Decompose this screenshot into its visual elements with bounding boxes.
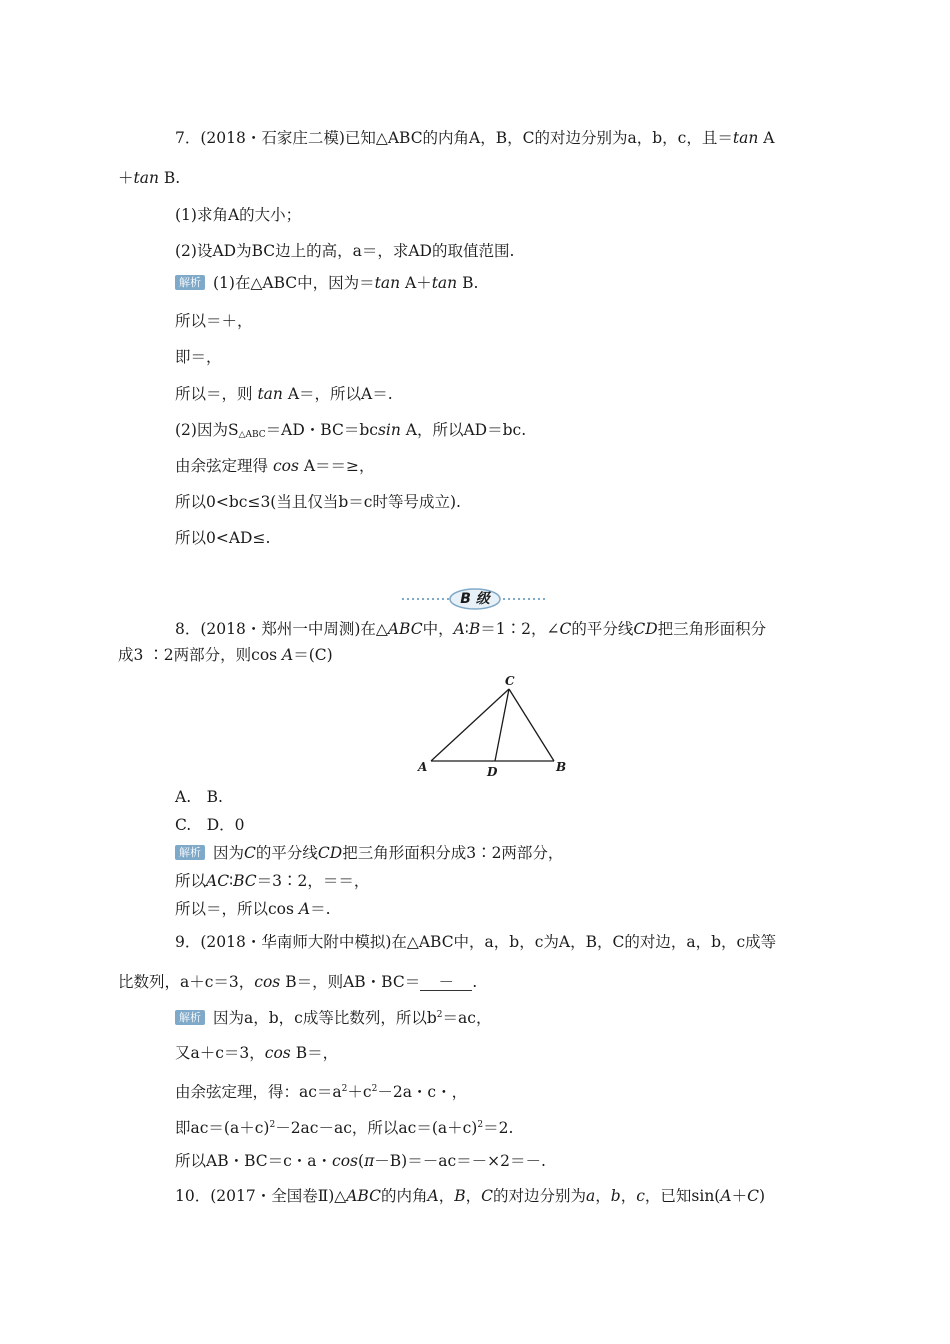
text: 2 — [371, 1084, 378, 1094]
problem-9-stem-line-2 — [118, 972, 477, 992]
text: 所以AB・BC＝c・a・ — [175, 1152, 333, 1170]
problem-7-solution-line-7: 所以0<bc≤3(当且仅当b＝c时等号成立). — [175, 493, 461, 511]
text: 2 — [341, 1084, 348, 1094]
text: 所以＝，所以cos — [175, 900, 299, 918]
text: 的平分线 — [571, 620, 634, 638]
problem-7-solution-line-5 — [175, 420, 526, 445]
text: ＝ac， — [442, 1009, 492, 1027]
problem-7-solution-line-3: 即＝， — [175, 348, 222, 366]
text: tan — [374, 274, 401, 292]
text: ，已知sin( — [644, 1187, 721, 1205]
text: . — [472, 973, 478, 991]
text: 2 — [269, 1120, 276, 1130]
text: ABC — [346, 1187, 381, 1205]
text: sin — [377, 421, 401, 439]
text: CD — [317, 844, 343, 862]
problem-7-stem-line-2 — [118, 168, 180, 188]
problem-7-solution-line-6 — [175, 456, 375, 476]
text: ABC — [387, 620, 423, 638]
level-b-banner — [400, 588, 550, 610]
text: 2 — [436, 1010, 443, 1020]
text: C — [244, 844, 256, 862]
text: 由余弦定理，得：ac＝a — [175, 1083, 342, 1101]
text: A — [427, 1187, 439, 1205]
text: ， — [438, 1187, 455, 1205]
text: ∶ — [229, 872, 234, 890]
text: tan — [431, 274, 458, 292]
text: C — [559, 620, 572, 638]
text: B — [454, 1187, 466, 1205]
text: ∶ — [464, 620, 469, 638]
text: B — [468, 620, 481, 638]
text: A，所以AD＝bc. — [400, 421, 527, 439]
text: 把三角形面积分成3∶2两部分， — [342, 844, 564, 862]
text: C — [481, 1187, 493, 1205]
text: B. — [158, 169, 181, 187]
text: －B)＝－ac＝－×2＝－. — [374, 1152, 546, 1170]
vertex-label-A: A — [418, 760, 428, 774]
problem-7-solution-line-4 — [175, 384, 393, 404]
problem-9-solution-line-5 — [175, 1151, 546, 1171]
text: (2)因为S — [175, 421, 239, 439]
text: ( — [358, 1152, 365, 1170]
text: CD — [633, 620, 658, 638]
problem-7-question-2: (2)设AD为BC边上的高，a＝，求AD的取值范围. — [175, 242, 515, 260]
text: (1)在△ABC中，因为＝ — [213, 274, 375, 292]
analysis-tag: 解析 — [175, 275, 205, 290]
problem-7-solution-line-1 — [175, 273, 478, 293]
triangle-figure — [410, 672, 580, 782]
text: cos — [264, 1044, 291, 1062]
text: AC — [206, 872, 230, 890]
problem-7-stem-line-1 — [175, 128, 774, 148]
text: 由余弦定理得 — [175, 457, 273, 475]
text: ＝(C) — [293, 646, 333, 664]
text: ＋ — [118, 169, 134, 187]
problem-10-stem-line-1 — [175, 1186, 765, 1206]
problem-8-solution-line-2 — [175, 871, 369, 891]
text: ＝3∶2，＝＝， — [256, 872, 370, 890]
text: ＝1∶2，∠ — [480, 620, 560, 638]
vertex-label-D: D — [487, 765, 498, 779]
text: π — [364, 1152, 375, 1170]
text: B＝，则AB・BC＝ — [280, 973, 421, 991]
problem-8-stem-line-1 — [175, 619, 766, 639]
text: A — [720, 1187, 732, 1205]
text: cos — [254, 973, 281, 991]
text: 成3 ∶2两部分，则cos — [118, 646, 283, 664]
text: ＝AD・BC＝bc — [265, 421, 378, 439]
problem-8-solution-line-3 — [175, 899, 331, 919]
problem-8-options-cd: C. D．0 — [175, 816, 245, 834]
text: 又a＋c＝3， — [175, 1044, 265, 1062]
problem-9-solution-line-2 — [175, 1043, 338, 1063]
text: C — [747, 1187, 759, 1205]
problem-7-solution-line-2: 所以＝＋， — [175, 312, 253, 330]
answer-blank: － — [420, 974, 472, 991]
text: ， — [465, 1187, 482, 1205]
text: 所以＝，则 — [175, 385, 258, 403]
problem-9-solution-line-3 — [175, 1079, 467, 1102]
text: 8．(2018・郑州一中周测)在△ — [175, 620, 388, 638]
text: A — [298, 900, 311, 918]
problem-9-stem-line-1: 9．(2018・华南师大附中模拟)在△ABC中，a，b，c为A，B，C的对边，a，b，c成等 — [175, 933, 777, 951]
text: 中， — [422, 620, 454, 638]
problem-8-stem-line-2 — [118, 645, 333, 665]
text: ， — [620, 1187, 637, 1205]
text: ＋ — [731, 1187, 748, 1205]
text: A＋ — [400, 274, 432, 292]
text: －2ac－ac，所以ac＝(a＋c) — [275, 1119, 478, 1137]
text: 因为a，b，c成等比数列，所以b — [213, 1009, 437, 1027]
problem-7-question-1: (1)求角A的大小； — [175, 206, 302, 224]
text: ＝2. — [483, 1119, 514, 1137]
text: b — [610, 1187, 621, 1205]
text: 把三角形面积分 — [657, 620, 767, 638]
text: BC — [233, 872, 257, 890]
text: tan — [133, 169, 159, 187]
level-banner-label: B 级 — [460, 591, 490, 607]
text: a — [586, 1187, 596, 1205]
text: ) — [758, 1187, 766, 1205]
analysis-tag: 解析 — [175, 1010, 205, 1025]
text: A＝，所以A＝. — [282, 385, 393, 403]
problem-9-solution-line-4 — [175, 1115, 513, 1138]
vertex-label-B: B — [556, 760, 567, 774]
text: 的对边分别为 — [492, 1187, 586, 1205]
text: ＋c — [347, 1083, 372, 1101]
text: A — [453, 620, 465, 638]
text: B. — [457, 274, 479, 292]
text: 即ac＝(a＋c) — [175, 1119, 270, 1137]
text: 的内角 — [380, 1187, 428, 1205]
text: 的平分线 — [255, 844, 318, 862]
side-BC — [509, 689, 554, 761]
text: c — [636, 1187, 645, 1205]
text: A — [758, 129, 775, 147]
text: 7．(2018・石家庄二模)已知△ABC的内角A，B，C的对边分别为a，b，c，且＝ — [175, 129, 733, 147]
problem-7-solution-line-8: 所以0<AD≤. — [175, 529, 271, 547]
text: 比数列，a＋c＝3， — [118, 973, 255, 991]
problem-8-solution-line-1 — [175, 843, 563, 863]
text: －2a・c・， — [377, 1083, 468, 1101]
problem-8-options-ab: A. B. — [175, 788, 223, 806]
analysis-tag: 解析 — [175, 845, 205, 860]
text: B＝， — [290, 1044, 339, 1062]
text: A＝＝≥， — [298, 457, 375, 475]
problem-9-solution-line-1 — [175, 1005, 491, 1028]
text: cos — [272, 457, 299, 475]
text: △ABC — [238, 430, 266, 440]
text: 所以 — [175, 872, 207, 890]
text: 2 — [477, 1120, 484, 1130]
text: A — [282, 646, 294, 664]
text: tan — [257, 385, 283, 403]
text: tan — [732, 129, 759, 147]
text: cos — [332, 1152, 359, 1170]
text: ， — [595, 1187, 611, 1205]
text: ＝. — [310, 900, 331, 918]
text: 10．(2017・全国卷Ⅱ)△ — [175, 1187, 347, 1205]
vertex-label-C: C — [505, 674, 515, 688]
text: 因为 — [213, 844, 245, 862]
